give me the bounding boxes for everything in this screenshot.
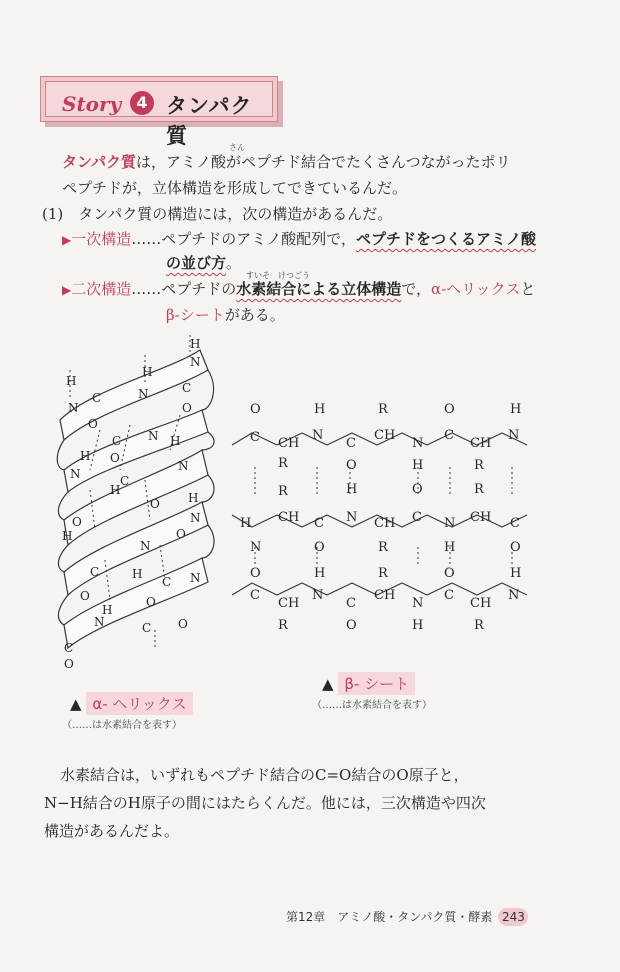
- svg-text:C: C: [182, 381, 192, 395]
- primary-structure-line: [62, 226, 536, 253]
- svg-text:C: C: [346, 436, 356, 451]
- beta-sheet-term: β-シート: [166, 306, 225, 324]
- svg-text:R: R: [278, 618, 288, 633]
- svg-text:H: H: [102, 603, 113, 617]
- svg-text:H: H: [346, 482, 358, 497]
- svg-text:N: N: [508, 588, 520, 603]
- svg-text:H: H: [110, 483, 121, 497]
- svg-text:H: H: [412, 618, 424, 633]
- section-1-line: (1) タンパク質の構造には，次の構造があるんだ。: [42, 205, 393, 223]
- svg-text:O: O: [250, 402, 261, 417]
- story-number-badge: 4: [130, 91, 154, 115]
- svg-text:H: H: [510, 402, 522, 417]
- svg-text:R: R: [378, 566, 388, 581]
- secondary-highlight: 水素結合による立体構造: [236, 280, 402, 298]
- acid-char: 酸: [210, 153, 226, 171]
- svg-text:R: R: [474, 482, 484, 497]
- chapter-title: 第12章 アミノ酸・タンパク質・酵素: [286, 910, 493, 924]
- beta-sheet-caption: [322, 672, 415, 695]
- secondary-structure-line-2: [166, 302, 285, 328]
- svg-text:CH: CH: [470, 436, 492, 451]
- secondary-structure-line: [62, 276, 535, 303]
- svg-text:N: N: [70, 467, 81, 481]
- svg-text:N: N: [148, 429, 159, 443]
- svg-text:H: H: [66, 374, 77, 388]
- svg-text:O: O: [150, 497, 160, 511]
- svg-text:O: O: [178, 617, 188, 631]
- svg-text:CH: CH: [278, 436, 300, 451]
- svg-text:H: H: [510, 566, 522, 581]
- secondary-to: と: [520, 280, 536, 298]
- svg-text:O: O: [314, 540, 325, 555]
- svg-text:H: H: [444, 540, 456, 555]
- intro-text-1: は，アミノ: [135, 153, 211, 171]
- svg-text:H: H: [188, 491, 199, 505]
- svg-text:R: R: [278, 456, 288, 471]
- svg-text:N: N: [190, 571, 201, 585]
- svg-text:C: C: [142, 621, 152, 635]
- svg-text:CH: CH: [374, 516, 396, 531]
- svg-text:O: O: [182, 401, 192, 415]
- svg-text:C: C: [92, 391, 102, 405]
- svg-text:N: N: [190, 511, 201, 525]
- intro-line-1: [62, 149, 511, 175]
- svg-text:H: H: [80, 449, 91, 463]
- svg-text:H: H: [62, 529, 73, 543]
- svg-text:O: O: [444, 566, 455, 581]
- alpha-helix-term: α-ヘリックス: [430, 280, 521, 298]
- svg-text:CH: CH: [374, 588, 396, 603]
- triangle-marker-icon: ▶: [62, 233, 72, 247]
- ruby-so: そ: [262, 271, 270, 280]
- svg-text:H: H: [132, 567, 143, 581]
- svg-text:C: C: [250, 588, 260, 603]
- svg-text:N: N: [178, 459, 189, 473]
- svg-text:H: H: [142, 365, 153, 379]
- svg-text:N: N: [412, 596, 424, 611]
- svg-text:O: O: [146, 595, 156, 609]
- alpha-caption-sub: （……は水素結合を表す）: [62, 720, 182, 731]
- svg-text:N: N: [250, 540, 262, 555]
- primary-highlight-1: ペプチドをつくるアミノ酸: [355, 230, 536, 248]
- page-title: タンパク質: [166, 94, 253, 148]
- term-protein: タンパク質: [62, 153, 136, 171]
- svg-text:N: N: [94, 615, 105, 629]
- ruby-san: さん: [229, 143, 245, 152]
- svg-text:H: H: [314, 402, 326, 417]
- svg-text:N: N: [444, 516, 456, 531]
- svg-text:O: O: [110, 451, 120, 465]
- svg-text:CH: CH: [278, 510, 300, 525]
- svg-text:H: H: [240, 516, 252, 531]
- svg-text:N: N: [312, 428, 324, 443]
- primary-dots: ……: [131, 230, 162, 248]
- primary-structure-line-2: [166, 250, 241, 276]
- svg-text:O: O: [250, 566, 261, 581]
- closing-line-2: N−H結合のH原子の間にはたらくんだ。他には，三次構造や四次: [44, 794, 486, 812]
- svg-text:N: N: [508, 428, 520, 443]
- beta-caption-title: β- シート: [338, 672, 415, 695]
- alpha-helix-diagram: [50, 330, 220, 680]
- page-number: 243: [498, 908, 528, 926]
- secondary-text-2: で，: [401, 280, 431, 298]
- svg-text:R: R: [378, 540, 388, 555]
- svg-text:O: O: [346, 458, 357, 473]
- svg-text:H: H: [170, 434, 181, 448]
- beta-caption-sub: （……は水素結合を表す）: [312, 700, 432, 711]
- primary-highlight-2: の並び方: [166, 254, 227, 272]
- svg-text:N: N: [138, 387, 149, 401]
- svg-text:C: C: [412, 510, 422, 525]
- primary-label: 一次構造: [71, 230, 132, 248]
- svg-text:CH: CH: [470, 510, 492, 525]
- svg-text:C: C: [250, 430, 260, 445]
- svg-text:O: O: [80, 589, 90, 603]
- svg-text:O: O: [444, 402, 455, 417]
- alpha-caption-title: α- ヘリックス: [86, 692, 192, 715]
- intro-text-2: がペプチド結合でたくさんつながったポリ: [225, 153, 511, 171]
- svg-text:N: N: [190, 355, 201, 369]
- svg-text:O: O: [72, 515, 82, 529]
- svg-text:C: C: [90, 565, 100, 579]
- svg-text:O: O: [346, 618, 357, 633]
- svg-text:C: C: [112, 434, 122, 448]
- svg-text:N: N: [140, 539, 151, 553]
- page-footer: [286, 908, 528, 926]
- svg-text:O: O: [88, 417, 98, 431]
- svg-text:CH: CH: [374, 428, 396, 443]
- ruby-ketsugou: けつごう: [278, 271, 310, 280]
- svg-text:C: C: [64, 641, 74, 655]
- story-label: Story: [62, 92, 122, 116]
- svg-text:R: R: [378, 402, 388, 417]
- primary-end: 。: [226, 254, 242, 272]
- svg-text:H: H: [190, 337, 201, 351]
- beta-sheet-diagram: [222, 385, 552, 645]
- svg-text:O: O: [176, 527, 186, 541]
- intro-line-2: ペプチドが，立体構造を形成してできているんだ。: [62, 179, 408, 197]
- svg-text:N: N: [68, 401, 79, 415]
- svg-text:O: O: [510, 540, 521, 555]
- svg-text:C: C: [162, 575, 172, 589]
- svg-text:H: H: [314, 566, 326, 581]
- svg-text:O: O: [64, 657, 74, 671]
- svg-text:C: C: [444, 588, 454, 603]
- svg-text:C: C: [120, 474, 130, 488]
- svg-text:C: C: [510, 516, 520, 531]
- svg-text:CH: CH: [278, 596, 300, 611]
- secondary-dots: ……: [131, 280, 162, 298]
- svg-text:H: H: [412, 458, 424, 473]
- svg-text:N: N: [412, 436, 424, 451]
- closing-line-3: 構造があるんだよ。: [44, 822, 180, 840]
- secondary-label: 二次構造: [71, 280, 132, 298]
- svg-text:R: R: [474, 458, 484, 473]
- svg-text:C: C: [346, 596, 356, 611]
- secondary-end: がある。: [224, 306, 285, 324]
- svg-text:R: R: [474, 618, 484, 633]
- svg-text:CH: CH: [470, 596, 492, 611]
- svg-text:R: R: [278, 484, 288, 499]
- svg-text:N: N: [312, 588, 324, 603]
- svg-text:C: C: [444, 428, 454, 443]
- svg-text:N: N: [346, 510, 358, 525]
- triangle-icon: ▲: [322, 675, 334, 693]
- alpha-helix-caption: [70, 692, 193, 715]
- svg-text:C: C: [314, 516, 324, 531]
- primary-text: ペプチドのアミノ酸配列で，: [161, 230, 356, 248]
- svg-text:O: O: [412, 482, 423, 497]
- secondary-text: ペプチドの: [161, 280, 237, 298]
- triangle-icon: ▲: [70, 695, 82, 713]
- closing-line-1: 水素結合は，いずれもペプチド結合のC=O結合のO原子と，: [60, 766, 469, 784]
- triangle-marker-icon: ▶: [62, 283, 72, 297]
- ruby-sui: すい: [246, 271, 262, 280]
